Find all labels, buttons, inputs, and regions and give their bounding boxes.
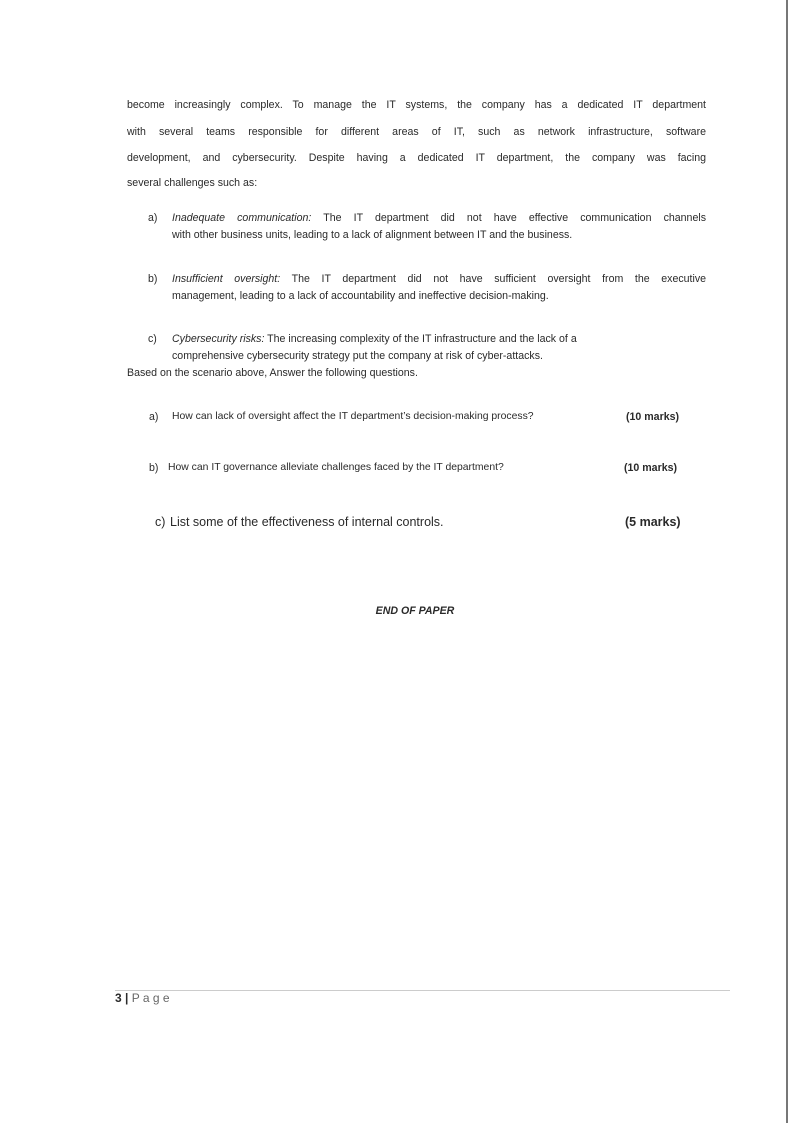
challenge-title: Cybersecurity risks:	[172, 333, 265, 345]
challenge-text: with other business units, leading to a lack of alignment between IT and the business.	[172, 229, 573, 241]
page-number: 3	[115, 991, 122, 1005]
question-text: How can lack of oversight affect the IT department’s decision-making process?	[172, 411, 534, 422]
question-marks: (5 marks)	[625, 515, 681, 529]
question-label: b)	[149, 462, 159, 474]
footer-divider	[115, 990, 730, 991]
question-text: List some of the effectiveness of internal controls.	[170, 515, 444, 529]
question-marks: (10 marks)	[624, 462, 677, 474]
footer-separator: |	[125, 991, 129, 1005]
page-edge	[786, 0, 788, 1123]
intro-line: with several teams responsible for different areas of IT, such as network infrastructure, software	[127, 126, 706, 138]
question-label: c)	[155, 515, 166, 529]
intro-line: several challenges such as:	[127, 177, 258, 189]
challenge-label: c)	[148, 333, 157, 345]
challenge-text: management, leading to a lack of accountability and ineffective decision-making.	[172, 290, 549, 302]
challenge-line	[172, 212, 706, 224]
challenge-line	[172, 333, 577, 345]
challenge-text: comprehensive cybersecurity strategy put the company at risk of cyber-attacks.	[172, 350, 543, 362]
end-of-paper: END OF PAPER	[375, 605, 455, 617]
challenge-title: Insufficient oversight:	[172, 273, 281, 285]
page-footer	[115, 991, 170, 1005]
question-text: How can IT governance alleviate challenges faced by the IT department?	[168, 462, 504, 473]
challenge-label: a)	[148, 212, 158, 224]
page-label: P a g e	[131, 991, 170, 1005]
challenge-line	[172, 273, 706, 285]
question-label: a)	[149, 411, 159, 423]
challenge-text: The IT department did not have effective communication channels	[311, 212, 706, 224]
challenge-text: The increasing complexity of the IT infrastructure and the lack of a	[264, 333, 577, 345]
intro-line: development, and cybersecurity. Despite having a dedicated IT department, the company was facing	[127, 152, 706, 164]
challenge-title: Inadequate communication:	[172, 212, 312, 224]
challenge-label: b)	[148, 273, 158, 285]
instruction-text: Based on the scenario above, Answer the following questions.	[127, 367, 418, 379]
challenge-text: The IT department did not have sufficient oversight from the executive	[280, 273, 707, 285]
intro-line: become increasingly complex. To manage the IT systems, the company has a dedicated IT department	[127, 99, 706, 111]
question-marks: (10 marks)	[626, 411, 679, 423]
